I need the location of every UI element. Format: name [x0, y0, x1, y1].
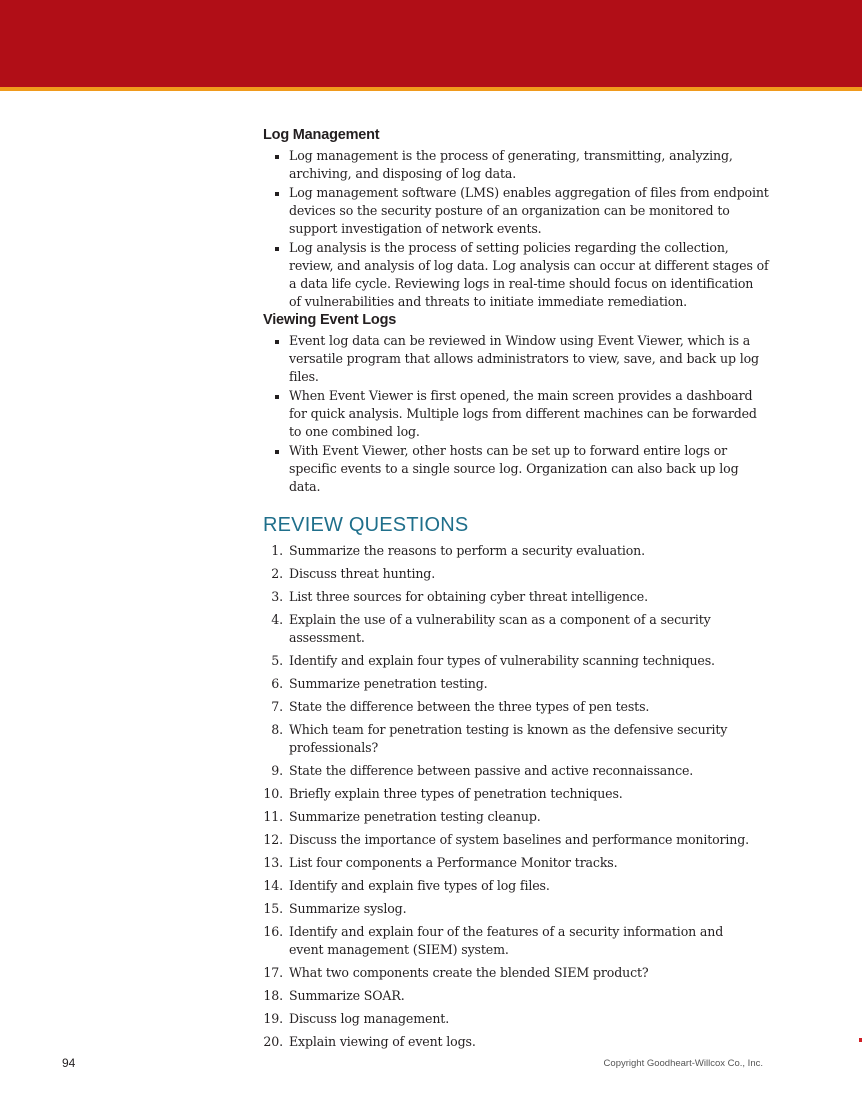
- review-questions-heading: REVIEW QUESTIONS: [263, 514, 469, 536]
- question-text: Briefly explain three types of penetration techniques.: [289, 786, 623, 801]
- question-text: List three sources for obtaining cyber threat intelligence.: [289, 589, 648, 604]
- question-number: 8.: [271, 722, 283, 737]
- question-text: Summarize penetration testing cleanup.: [289, 809, 541, 824]
- question-item: [263, 565, 789, 583]
- question-number: 20.: [263, 1034, 283, 1049]
- bullet-icon: [275, 155, 279, 159]
- question-item: [263, 1010, 789, 1028]
- question-number: 15.: [263, 901, 283, 916]
- question-item: [263, 1033, 789, 1051]
- question-item: [263, 854, 789, 872]
- question-number: 12.: [263, 832, 283, 847]
- question-text: Explain the use of a vulnerability scan as a component of a security assessment.: [289, 612, 711, 645]
- list-item: [263, 332, 769, 386]
- question-number: 17.: [263, 965, 283, 980]
- question-text: Explain viewing of event logs.: [289, 1034, 476, 1049]
- question-item: [263, 785, 789, 803]
- question-number: 3.: [271, 589, 283, 604]
- question-number: 7.: [271, 699, 283, 714]
- header-rule: [0, 87, 862, 91]
- question-item: [263, 588, 789, 606]
- bullet-text: With Event Viewer, other hosts can be set up to forward entire logs or specific events to a single source log. Organization can also back up log data.: [289, 443, 739, 494]
- review-questions-list: [263, 542, 783, 1051]
- question-item: [263, 877, 789, 895]
- list-item: [263, 184, 769, 238]
- bullet-text: When Event Viewer is first opened, the main screen provides a dashboard for quick analysis. Multiple logs from different machines can be forwarded to one combined log.: [289, 388, 757, 439]
- question-item: [263, 652, 789, 670]
- header-band: [0, 0, 862, 87]
- list-item: [263, 147, 769, 183]
- bullet-icon: [275, 340, 279, 344]
- question-item: [263, 698, 789, 716]
- question-number: 19.: [263, 1011, 283, 1026]
- question-text: Summarize penetration testing.: [289, 676, 488, 691]
- question-number: 2.: [271, 566, 283, 581]
- question-text: List four components a Performance Monitor tracks.: [289, 855, 618, 870]
- question-item: [263, 675, 789, 693]
- question-number: 10.: [263, 786, 283, 801]
- copyright-notice: Copyright Goodheart-Willcox Co., Inc.: [603, 1058, 763, 1069]
- log-management-bullets: [263, 147, 783, 311]
- question-number: 5.: [271, 653, 283, 668]
- question-number: 18.: [263, 988, 283, 1003]
- question-text: Summarize syslog.: [289, 901, 407, 916]
- bullet-text: Event log data can be reviewed in Window using Event Viewer, which is a versatile program that allows administrators to view, save, and back up log files.: [289, 333, 759, 384]
- question-number: 11.: [263, 809, 283, 824]
- bullet-text: Log management is the process of generating, transmitting, analyzing, archiving, and disposing of log data.: [289, 148, 733, 181]
- question-item: [263, 987, 789, 1005]
- bullet-text: Log management software (LMS) enables aggregation of files from endpoint devices so the security posture of an organization can be monitored to support investigation of network events.: [289, 185, 769, 236]
- question-number: 16.: [263, 924, 283, 939]
- question-text: Identify and explain four of the features of a security information and event management (SIEM) system.: [289, 924, 724, 957]
- question-item: [263, 721, 759, 757]
- question-text: Discuss log management.: [289, 1011, 450, 1026]
- question-text: Which team for penetration testing is known as the defensive security professionals?: [289, 722, 728, 755]
- question-number: 6.: [271, 676, 283, 691]
- viewing-event-logs-bullets: [263, 332, 783, 496]
- section-heading-viewing-event-logs: Viewing Event Logs: [263, 312, 397, 328]
- list-item: [263, 442, 769, 496]
- question-text: State the difference between the three types of pen tests.: [289, 699, 650, 714]
- question-item: [263, 964, 789, 982]
- question-item: [263, 831, 789, 849]
- question-item: [263, 542, 789, 560]
- question-text: Identify and explain five types of log files.: [289, 878, 550, 893]
- question-item: [263, 762, 789, 780]
- bullet-icon: [275, 247, 279, 251]
- question-item: [263, 923, 759, 959]
- question-text: Summarize the reasons to perform a security evaluation.: [289, 543, 645, 558]
- question-text: Discuss the importance of system baselines and performance monitoring.: [289, 832, 750, 847]
- page-number: 94: [62, 1056, 76, 1070]
- question-item: [263, 900, 789, 918]
- question-item: [263, 808, 789, 826]
- question-text: What two components create the blended SIEM product?: [289, 965, 649, 980]
- bullet-icon: [275, 450, 279, 454]
- question-number: 14.: [263, 878, 283, 893]
- list-item: [263, 239, 769, 311]
- question-number: 9.: [271, 763, 283, 778]
- bullet-text: Log analysis is the process of setting policies regarding the collection, review, and analysis of log data. Log analysis can occur at different stages of a data life cycle. Reviewing logs in real-time should focus on identification of vulnerabilities and threats to initiate immediate remediation.: [289, 240, 769, 309]
- question-number: 4.: [271, 612, 283, 627]
- bullet-icon: [275, 192, 279, 196]
- page-content: [263, 126, 783, 1051]
- list-item: [263, 387, 769, 441]
- question-number: 13.: [263, 855, 283, 870]
- question-text: Discuss threat hunting.: [289, 566, 436, 581]
- question-text: Summarize SOAR.: [289, 988, 405, 1003]
- question-item: [263, 611, 789, 647]
- bullet-icon: [275, 395, 279, 399]
- section-heading-log-management: Log Management: [263, 127, 380, 143]
- question-text: State the difference between passive and active reconnaissance.: [289, 763, 694, 778]
- question-text: Identify and explain four types of vulnerability scanning techniques.: [289, 653, 715, 668]
- question-number: 1.: [271, 543, 283, 558]
